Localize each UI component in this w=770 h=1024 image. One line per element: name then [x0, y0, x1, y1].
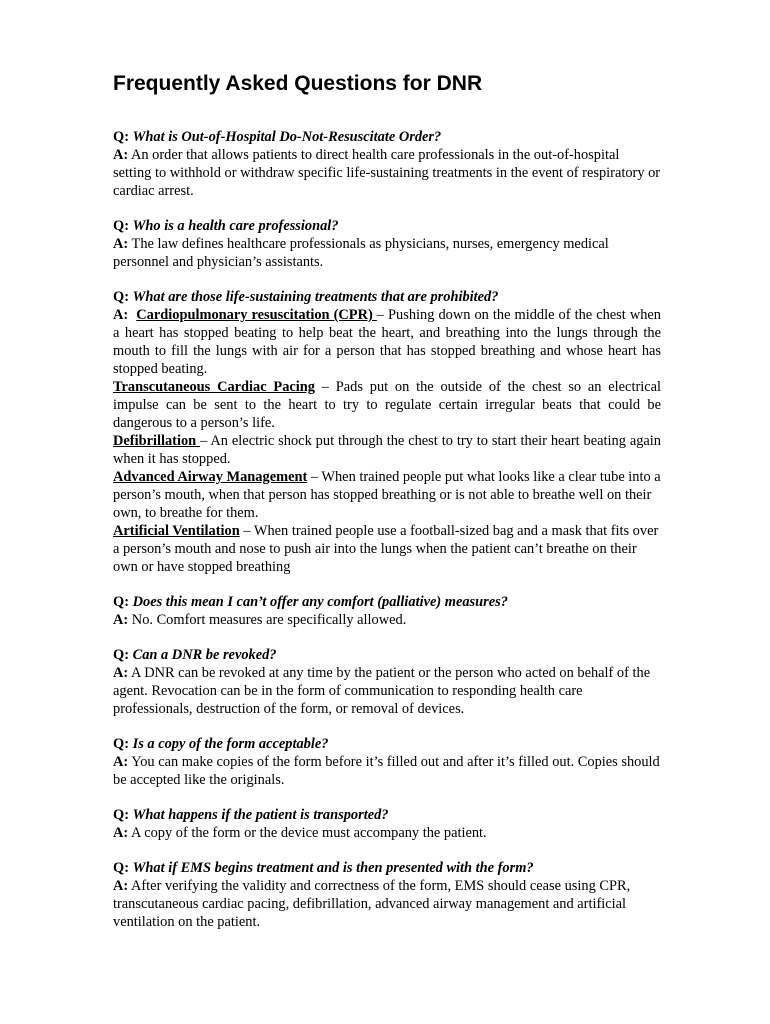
answer-text: A DNR can be revoked at any time by the patient or the person who acted on behalf of the agent. Revocation can be in the form of communication to responding health care professionals, destruction of the form, or removal of devices.	[113, 665, 651, 717]
answer-label: A:	[113, 147, 129, 163]
question-text: What happens if the patient is transported?	[132, 807, 389, 823]
question-text: What are those life-sustaining treatments that are prohibited?	[132, 289, 499, 305]
page-title: Frequently Asked Questions for DNR	[113, 72, 483, 95]
question-text: What is Out-of-Hospital Do-Not-Resuscitate Order?	[132, 129, 442, 145]
question	[113, 735, 661, 753]
treatment-item	[113, 378, 661, 432]
answer	[113, 753, 661, 789]
answer-label: A:	[113, 612, 129, 628]
question	[113, 593, 661, 611]
question	[113, 217, 661, 235]
answer-text: You can make copies of the form before it’s filled out and after it’s filled out. Copies should be accepted like the originals.	[113, 754, 660, 788]
answer	[113, 611, 661, 629]
faq-item	[113, 128, 661, 200]
treatment-desc: – When trained people use a football-sized bag and a mask that fits over a person’s mouth and nose to push air into the lungs when the patient can’t breathe on their own or have stopped breathing	[113, 523, 659, 575]
treatment-term: Transcutaneous Cardiac Pacing	[113, 379, 315, 395]
question	[113, 859, 661, 877]
faq-item	[113, 646, 661, 718]
answer-label: A:	[113, 665, 129, 681]
question-text: Is a copy of the form acceptable?	[132, 736, 329, 752]
question-label: Q:	[113, 594, 129, 610]
faq-item	[113, 217, 661, 271]
answer-label: A:	[113, 236, 129, 252]
question-text: Can a DNR be revoked?	[132, 647, 277, 663]
answer-label: A:	[113, 307, 129, 323]
faq-item	[113, 735, 661, 789]
treatment-term: Advanced Airway Management	[113, 469, 308, 485]
treatment-desc: – Pads put on the outside of the chest so an electrical impulse can be sent to the heart to try to regulate certain irregular beats that could be dangerous to a person’s life.	[113, 379, 662, 431]
treatment-term: Artificial Ventilation	[113, 523, 240, 539]
answer-label: A:	[113, 825, 129, 841]
answer-label: A:	[113, 754, 129, 770]
question	[113, 646, 661, 664]
question-text: What if EMS begins treatment and is then presented with the form?	[132, 860, 534, 876]
treatment-desc: – An electric shock put through the chest to try to start their heart beating again when it has stopped.	[113, 433, 661, 467]
answer	[113, 877, 661, 931]
question-label: Q:	[113, 807, 129, 823]
answer-text: The law defines healthcare professionals as physicians, nurses, emergency medical personnel and physician’s assistants.	[113, 236, 609, 270]
question-label: Q:	[113, 736, 129, 752]
treatment-item	[113, 468, 661, 522]
treatment-item	[113, 306, 661, 378]
question-label: Q:	[113, 218, 129, 234]
treatment-item	[113, 522, 661, 576]
faq-list	[113, 128, 661, 948]
answer-text: After verifying the validity and correctness of the form, EMS should cease using CPR, transcutaneous cardiac pacing, defibrillation, advanced airway management and artificial ventilation on the patient.	[113, 878, 631, 930]
question	[113, 128, 661, 146]
faq-item	[113, 288, 661, 576]
answer-label: A:	[113, 878, 129, 894]
answer-text: No. Comfort measures are specifically allowed.	[131, 612, 407, 628]
treatment-desc: – When trained people put what looks like a clear tube into a person’s mouth, when that person has stopped breathing or is not able to breathe well on their own, to breathe for them.	[113, 469, 661, 521]
answer	[113, 664, 661, 718]
answer-text: An order that allows patients to direct health care professionals in the out-of-hospital setting to withhold or withdraw specific life-sustaining treatments in the event of respiratory or cardiac arrest.	[113, 147, 661, 199]
question	[113, 288, 661, 306]
question-label: Q:	[113, 129, 129, 145]
faq-item	[113, 593, 661, 629]
question-text: Who is a health care professional?	[132, 218, 339, 234]
faq-item	[113, 859, 661, 931]
question	[113, 806, 661, 824]
question-label: Q:	[113, 647, 129, 663]
answer	[113, 235, 661, 271]
answer	[113, 146, 661, 200]
faq-item	[113, 806, 661, 842]
question-label: Q:	[113, 289, 129, 305]
answer	[113, 824, 661, 842]
question-label: Q:	[113, 860, 129, 876]
treatment-term: Defibrillation	[113, 433, 201, 449]
treatment-term: Cardiopulmonary resuscitation (CPR)	[136, 307, 377, 323]
treatment-desc: – Pushing down on the middle of the chest when a heart has stopped beating to help beat the heart, and breathing into the lungs through the mouth to fill the lungs with air for a person that has stopped breathing and whose heart has stopped beating.	[113, 307, 661, 377]
question-text: Does this mean I can’t offer any comfort (palliative) measures?	[132, 594, 508, 610]
treatment-item	[113, 432, 661, 468]
answer-text: A copy of the form or the device must accompany the patient.	[131, 825, 487, 841]
